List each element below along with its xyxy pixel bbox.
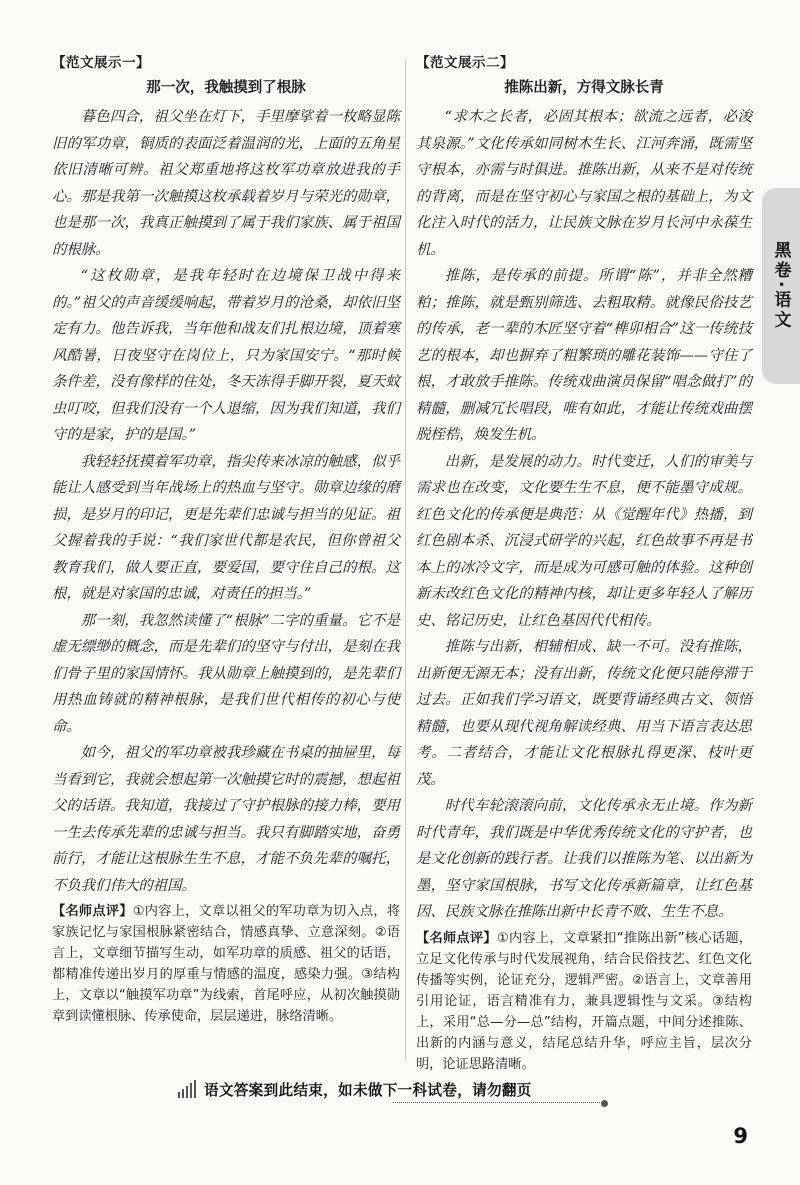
column-divider: [405, 60, 406, 1060]
essay-paragraph: 时代车轮滚滚向前，文化传承永无止境。作为新时代青年，我们既是中华优秀传统文化的守护者，也是文化创新的践行者。让我们以推陈为笔、以出新为墨，坚守家国根脉，书写文化传承新篇章，让红色基因、民族文脉在推陈出新中长青不败、生生不息。: [416, 798, 752, 920]
essay-paragraph: 我轻轻抚摸着军功章，指尖传来冰凉的触感，似乎能让人感受到当年战场上的热血与坚守。勋章边缘的磨损，是岁月的印记，更是先辈们忠诚与担当的见证。祖父握着我的手说：“我们家世代都是农民，但你曾祖父教育我们，做人要正直，要爱国，要守住自己的根。这根，就是对家国的忠诚，对责任的担当。”: [52, 453, 400, 602]
essay-two-column: [416, 52, 752, 1075]
essay-one-tag: 【范文展示一】: [52, 55, 150, 71]
essay-paragraph: 推陈，是传承的前提。所谓“陈”，并非全然糟粕；推陈，就是甄别筛选、去粗取精。就像民俗技艺的传承，老一辈的木匠坚守着“榫卯相合”这一传统技艺的根本，却也摒弃了粗繁琐的雕花装饰——守住了根，才敢放手推陈。传统戏曲演员保留“唱念做打”的精髓，删减冗长唱段，唯有如此，才能让传统戏曲摆脱桎梏，焕发生机。: [416, 268, 752, 443]
teacher-comment-one: [52, 901, 400, 1027]
teacher-comment-text: ①内容上，文章以祖父的军功章为切入点，将家族记忆与家国根脉紧密结合，情感真挚、立意深刻。②语言上，文章细节描写生动，如军功章的质感、祖父的话语，都精准传递出岁月的厚重与情感的温度，感染力强。③结构上，文章以“触摸军功章”为线索，首尾呼应，从初次触摸勋章到读懂根脉、传承使命，层层递进，脉络清晰。: [52, 904, 400, 1024]
teacher-comment-label: 【名师点评】: [416, 930, 497, 946]
end-of-section-text: 语文答案到此结束，如未做下一科试卷，请勿翻页: [204, 1081, 532, 1099]
essay-paragraph: 推陈与出新，相辅相成、缺一不可。没有推陈，出新便无源无本；没有出新，传统文化便只能停滞于过去。正如我们学习语文，既要背诵经典古文、领悟精髓，也要从现代视角解读经典、用当下语言表达思考。二者结合，才能让文化根脉扎得更深、枝叶更茂。: [416, 639, 752, 788]
essay-one-body: [52, 104, 400, 899]
essay-paragraph: 出新，是发展的动力。时代变迁，人们的审美与需求也在改变，文化要生生不息，便不能墨守成规。红色文化的传承便是典范：从《觉醒年代》热播，到红色剧本杀、沉浸式研学的兴起，红色故事不再是书本上的冰冷文字，而是成为可感可触的体验。这种创新未改红色文化的精神内核，却让更多年轻人了解历史、铭记历史，让红色基因代代相传。: [416, 453, 752, 629]
essay-one-column: [52, 52, 400, 1027]
teacher-comment-label: 【名师点评】: [52, 904, 133, 919]
teacher-comment-text: ①内容上，文章紧扣“推陈出新”核心话题，立足文化传承与时代发展视角，结合民俗技艺、红色文化传播等实例，论证充分，逻辑严密。②语言上，文章善用引用论证，语言精准有力，兼具逻辑性与文采。③结构上，采用“总—分—总”结构，开篇点题，中间分述推陈、出新的内涵与意义，结尾总结升华，呼应主旨，层次分明，论证思路清晰。: [416, 930, 752, 1072]
banner-dotted-rule: [393, 1102, 602, 1103]
essay-two-body: [416, 104, 752, 926]
teacher-comment-two: [416, 928, 752, 1075]
banner-end-dot: [601, 1100, 608, 1107]
essay-paragraph: 暮色四合，祖父坐在灯下，手里摩挲着一枚略显陈旧的军功章，铜质的表面泛着温润的光，上面的五角星依旧清晰可辨。祖父郑重地将这枚军功章放进我的手心。那是我第一次触摸这枚承载着岁月与荣光的勋章，也是那一次，我真正触摸到了属于我们家族、属于祖国的根脉。: [52, 109, 400, 258]
page-number: 9: [733, 1124, 748, 1148]
essay-paragraph: 如今，祖父的军功章被我珍藏在书桌的抽屉里，每当看到它，我就会想起第一次触摸它时的震撼，想起祖父的话语。我知道，我接过了守护根脉的接力棒，要用一生去传承先辈的忠诚与担当。我只有脚踏实地，奋勇前行，才能让这根脉生生不息，才能不负先辈的嘱托，不负我们伟大的祖国。: [52, 745, 400, 894]
essay-one-title: 那一次，我触摸到了根脉: [146, 80, 306, 96]
essay-two-title: 推陈出新，方得文脉长青: [504, 80, 664, 96]
subject-side-tab-label: 黑卷·语文: [770, 241, 791, 331]
end-of-section-banner: [178, 1076, 608, 1102]
essay-paragraph: “求木之长者，必固其根本；欲流之远者，必浚其泉源。”文化传承如同树木生长、江河奔涌，既需坚守根本，亦需与时俱进。推陈出新，从来不是对传统的背离，而是在坚守初心与家国之根的基础上，为文化注入时代的活力，让民族文脉在岁月长河中永葆生机。: [416, 109, 752, 258]
subject-side-tab: [762, 188, 800, 384]
signal-bars-icon: [178, 1080, 196, 1098]
essay-paragraph: 那一刻，我忽然读懂了“根脉”二字的重量。它不是虚无缥缈的概念，而是先辈们的坚守与付出，是刻在我们骨子里的家国情怀。我从勋章上触摸到的，是先辈们用热血铸就的精神根脉，是我们世代相传的初心与使命。: [52, 612, 400, 735]
essay-paragraph: “这枚勋章，是我年轻时在边境保卫战中得来的。”祖父的声音缓缓响起，带着岁月的沧桑，却依旧坚定有力。他告诉我，当年他和战友们扎根边境，顶着寒风酷暑，日夜坚守在岗位上，只为家国安宁。“那时候条件差，没有像样的住处，冬天冻得手脚开裂，夏天蚊虫叮咬，但我们没有一个人退缩，因为我们知道，我们守的是家，护的是国。”: [52, 268, 400, 443]
essay-two-tag: 【范文展示二】: [416, 55, 514, 71]
